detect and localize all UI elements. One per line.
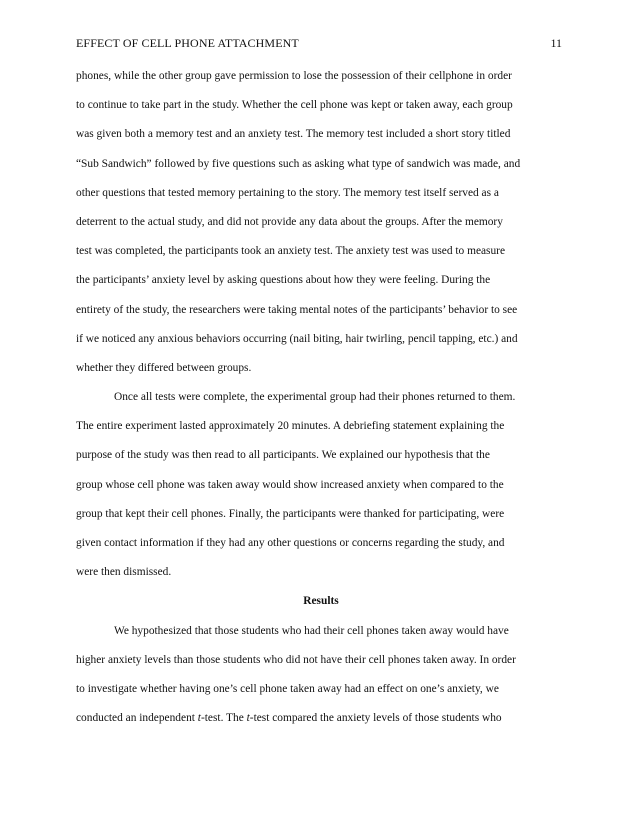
text-line: group that kept their cell phones. Finally, the participants were thanked for participating, were — [76, 507, 505, 520]
paragraph-start-line: Once all tests were complete, the experimental group had their phones returned to them. — [114, 391, 516, 404]
text-line: deterrent to the actual study, and did not provide any data about the groups. After the memory — [76, 215, 503, 228]
text-line: The entire experiment lasted approximately 20 minutes. A debriefing statement explaining the — [76, 420, 505, 433]
text-fragment: -test compared the anxiety levels of those students who — [249, 712, 502, 725]
text-line: phones, while the other group gave permission to lose the possession of their cellphone in order — [76, 70, 512, 82]
page-number: 11 — [550, 36, 562, 50]
text-line: group whose cell phone was taken away would show increased anxiety when compared to the — [76, 478, 504, 491]
text-line: to continue to take part in the study. Whether the cell phone was kept or taken away, each group — [76, 99, 513, 112]
text-fragment: conducted an independent — [76, 712, 198, 725]
paragraph-start-line: We hypothesized that those students who had their cell phones taken away would have — [114, 624, 509, 637]
text-line: were then dismissed. — [76, 566, 172, 579]
text-line: was given both a memory test and an anxiety test. The memory test included a short story titled — [76, 128, 511, 141]
text-fragment: -test. The — [200, 712, 247, 725]
body-text — [76, 62, 566, 733]
section-heading-results: Results — [303, 595, 339, 608]
italic-t: t — [246, 712, 250, 725]
text-line: the participants’ anxiety level by asking questions about how they were feeling. During the — [76, 274, 491, 287]
text-line: purpose of the study was then read to all participants. We explained our hypothesis that the — [76, 449, 490, 462]
running-head: EFFECT OF CELL PHONE ATTACHMENT — [76, 36, 299, 50]
text-line: “Sub Sandwich” followed by five questions such as asking what type of sandwich was made, and — [76, 157, 521, 170]
text-line: entirety of the study, the researchers were taking mental notes of the participants’ behavior to see — [76, 303, 518, 316]
text-line: test was completed, the participants took an anxiety test. The anxiety test was used to measure — [76, 245, 506, 258]
italic-t: t — [197, 712, 201, 725]
text-line: other questions that tested memory pertaining to the story. The memory test itself served as a — [76, 186, 499, 199]
text-line: if we noticed any anxious behaviors occurring (nail biting, hair twirling, pencil tapping, etc.) and — [76, 332, 518, 345]
text-line: to investigate whether having one’s cell phone taken away had an effect on one’s anxiety, we — [76, 682, 499, 695]
text-line: whether they differed between groups. — [76, 361, 252, 374]
text-line: given contact information if they had any other questions or concerns regarding the study, and — [76, 537, 505, 549]
text-line-last — [76, 704, 566, 733]
text-line: higher anxiety levels than those students who did not have their cell phones taken away. In order — [76, 653, 516, 666]
